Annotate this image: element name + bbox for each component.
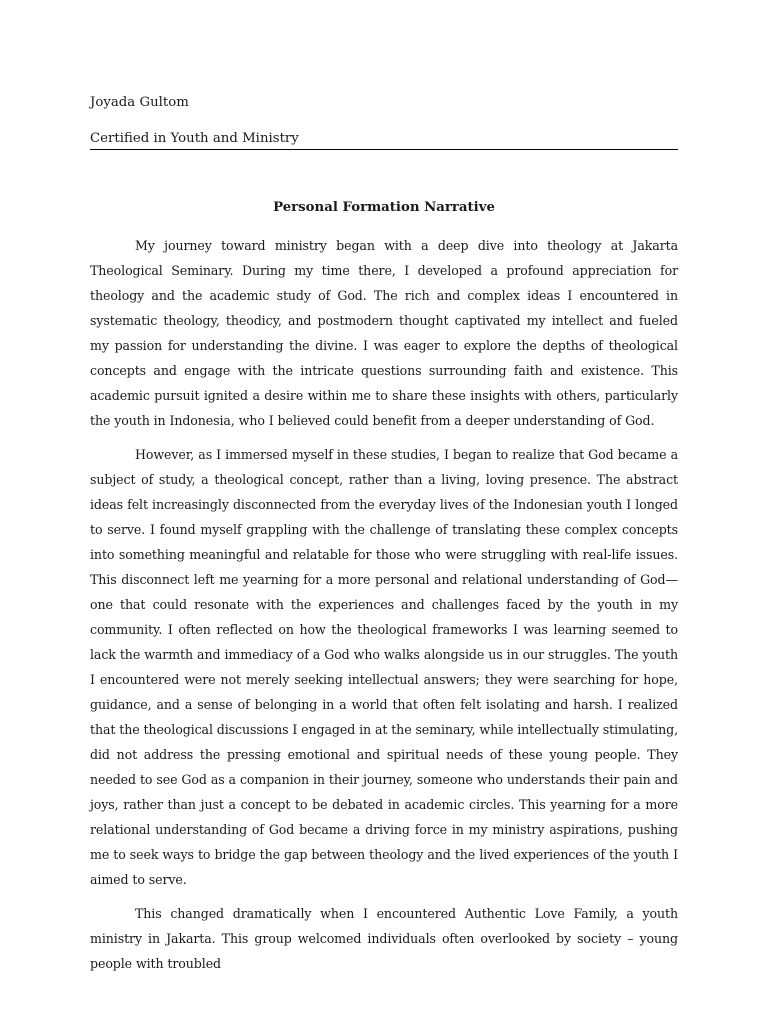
author-credential: Certified in Youth and Ministry bbox=[90, 129, 678, 150]
paragraph-3: This changed dramatically when I encountered Authentic Love Family, a youth ministry in Jakarta. This group welcomed individuals often overlooked by society – young people with troubled bbox=[90, 906, 678, 971]
document-header bbox=[90, 93, 678, 150]
document-body bbox=[90, 233, 678, 985]
paragraph-2: However, as I immersed myself in these studies, I began to realize that God became a subject of study, a theological concept, rather than a living, loving presence. The abstract ideas felt increasingly disconnected from the everyday lives of the Indonesian youth I longed to serve. I found myself grappling with the challenge of translating these complex concepts into something meaningful and relatable for those who were struggling with real-life issues. This disconnect left me yearning for a more personal and relational understanding of God—one that could resonate with the experiences and challenges faced by the youth in my community. I often reflected on how the theological frameworks I was learning seemed to lack the warmth and immediacy of a God who walks alongside us in our struggles. The youth I encountered were not merely seeking intellectual answers; they were searching for hope, guidance, and a sense of belonging in a world that often felt isolating and harsh. I realized that the theological discussions I engaged in at the seminary, while intellectually stimulating, did not address the pressing emotional and spiritual needs of these young people. They needed to see God as a companion in their journey, someone who understands their pain and joys, rather than just a concept to be debated in academic circles. This yearning for a more relational understanding of God became a driving force in my ministry aspirations, pushing me to seek ways to bridge the gap between theology and the lived experiences of the youth I aimed to serve. bbox=[90, 447, 678, 887]
document-title: Personal Formation Narrative bbox=[273, 200, 495, 215]
paragraph-1: My journey toward ministry began with a deep dive into theology at Jakarta Theological Seminary. During my time there, I developed a profound appreciation for theology and the academic study of God. The rich and complex ideas I encountered in systematic theology, theodicy, and postmodern thought captivated my intellect and fueled my passion for understanding the divine. I was eager to explore the depths of theological concepts and engage with the intricate questions surrounding faith and existence. This academic pursuit ignited a desire within me to share these insights with others, particularly the youth in Indonesia, who I believed could benefit from a deeper understanding of God. bbox=[90, 238, 678, 428]
author-name: Joyada Gultom bbox=[90, 95, 189, 110]
